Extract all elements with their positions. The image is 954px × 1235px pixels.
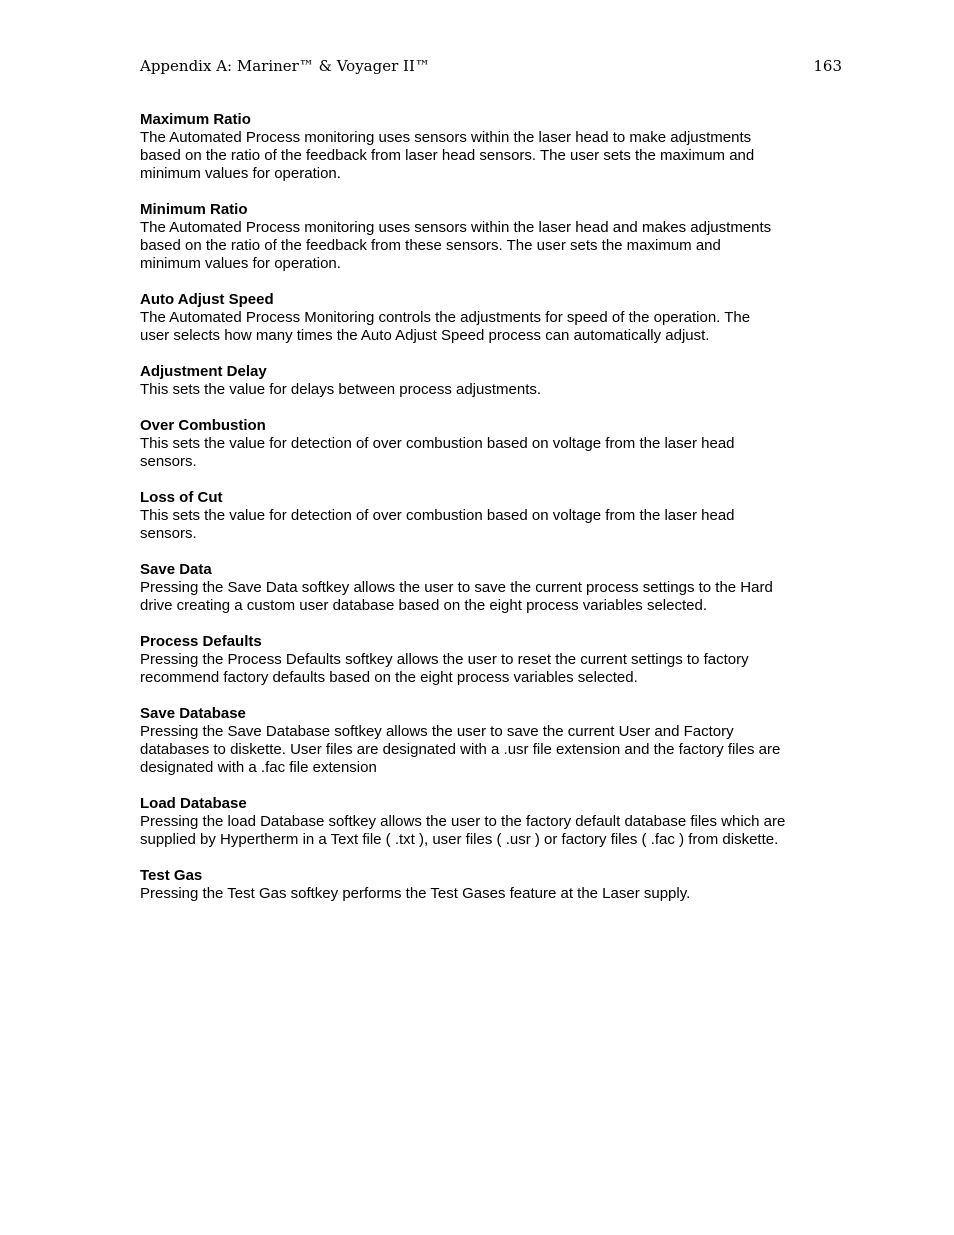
- section-text: Pressing the load Database softkey allows the user to the factory default database files which are supplied by Hypertherm in a Text file ( .txt ), user files ( .usr ) or factory files ( .fac ) from diskette.: [140, 813, 786, 848]
- section-adjustment-delay: [140, 363, 820, 399]
- section-text: Pressing the Test Gas softkey performs the Test Gases feature at the Laser supply.: [140, 885, 691, 902]
- section-heading: Loss of Cut: [140, 489, 223, 506]
- section-text: Pressing the Save Data softkey allows the user to save the current process settings to the Hard drive creating a custom user database based on the eight process variables selected.: [140, 579, 773, 614]
- section-text: This sets the value for detection of over combustion based on voltage from the laser head sensors.: [140, 507, 735, 542]
- section-heading: Process Defaults: [140, 633, 262, 650]
- section-save-database: [140, 705, 820, 777]
- section-heading: Save Data: [140, 561, 212, 578]
- section-over-combustion: [140, 417, 820, 471]
- header-title: Appendix A: Mariner™ & Voyager II™: [140, 57, 430, 75]
- document-body: [140, 111, 820, 921]
- section-text: Pressing the Save Database softkey allows the user to save the current User and Factory databases to diskette. User files are designated with a .usr file extension and the factory files are designated with a .fac file extension: [140, 723, 781, 776]
- section-maximum-ratio: [140, 111, 820, 183]
- section-text: The Automated Process monitoring uses sensors within the laser head to make adjustments based on the ratio of the feedback from laser head sensors. The user sets the maximum and minimum values for operation.: [140, 129, 755, 182]
- section-heading: Minimum Ratio: [140, 201, 248, 218]
- section-text: Pressing the Process Defaults softkey allows the user to reset the current settings to factory recommend factory defaults based on the eight process variables selected.: [140, 651, 749, 686]
- section-heading: Test Gas: [140, 867, 203, 884]
- section-heading: Auto Adjust Speed: [140, 291, 274, 308]
- section-loss-of-cut: [140, 489, 820, 543]
- section-test-gas: [140, 867, 820, 903]
- section-heading: Adjustment Delay: [140, 363, 267, 380]
- section-text: The Automated Process Monitoring controls the adjustments for speed of the operation. The user selects how many times the Auto Adjust Speed process can automatically adjust.: [140, 309, 751, 344]
- section-heading: Load Database: [140, 795, 247, 812]
- section-text: This sets the value for delays between process adjustments.: [140, 381, 542, 398]
- section-minimum-ratio: [140, 201, 820, 273]
- section-auto-adjust-speed: [140, 291, 820, 345]
- page-header: [140, 56, 842, 78]
- section-heading: Over Combustion: [140, 417, 266, 434]
- section-save-data: [140, 561, 820, 615]
- section-heading: Save Database: [140, 705, 246, 722]
- section-process-defaults: [140, 633, 820, 687]
- section-load-database: [140, 795, 820, 849]
- section-text: This sets the value for detection of over combustion based on voltage from the laser head sensors.: [140, 435, 735, 470]
- section-heading: Maximum Ratio: [140, 111, 251, 128]
- section-text: The Automated Process monitoring uses sensors within the laser head and makes adjustments based on the ratio of the feedback from these sensors. The user sets the maximum and minimum values for operation.: [140, 219, 772, 272]
- page-number: 163: [813, 57, 842, 75]
